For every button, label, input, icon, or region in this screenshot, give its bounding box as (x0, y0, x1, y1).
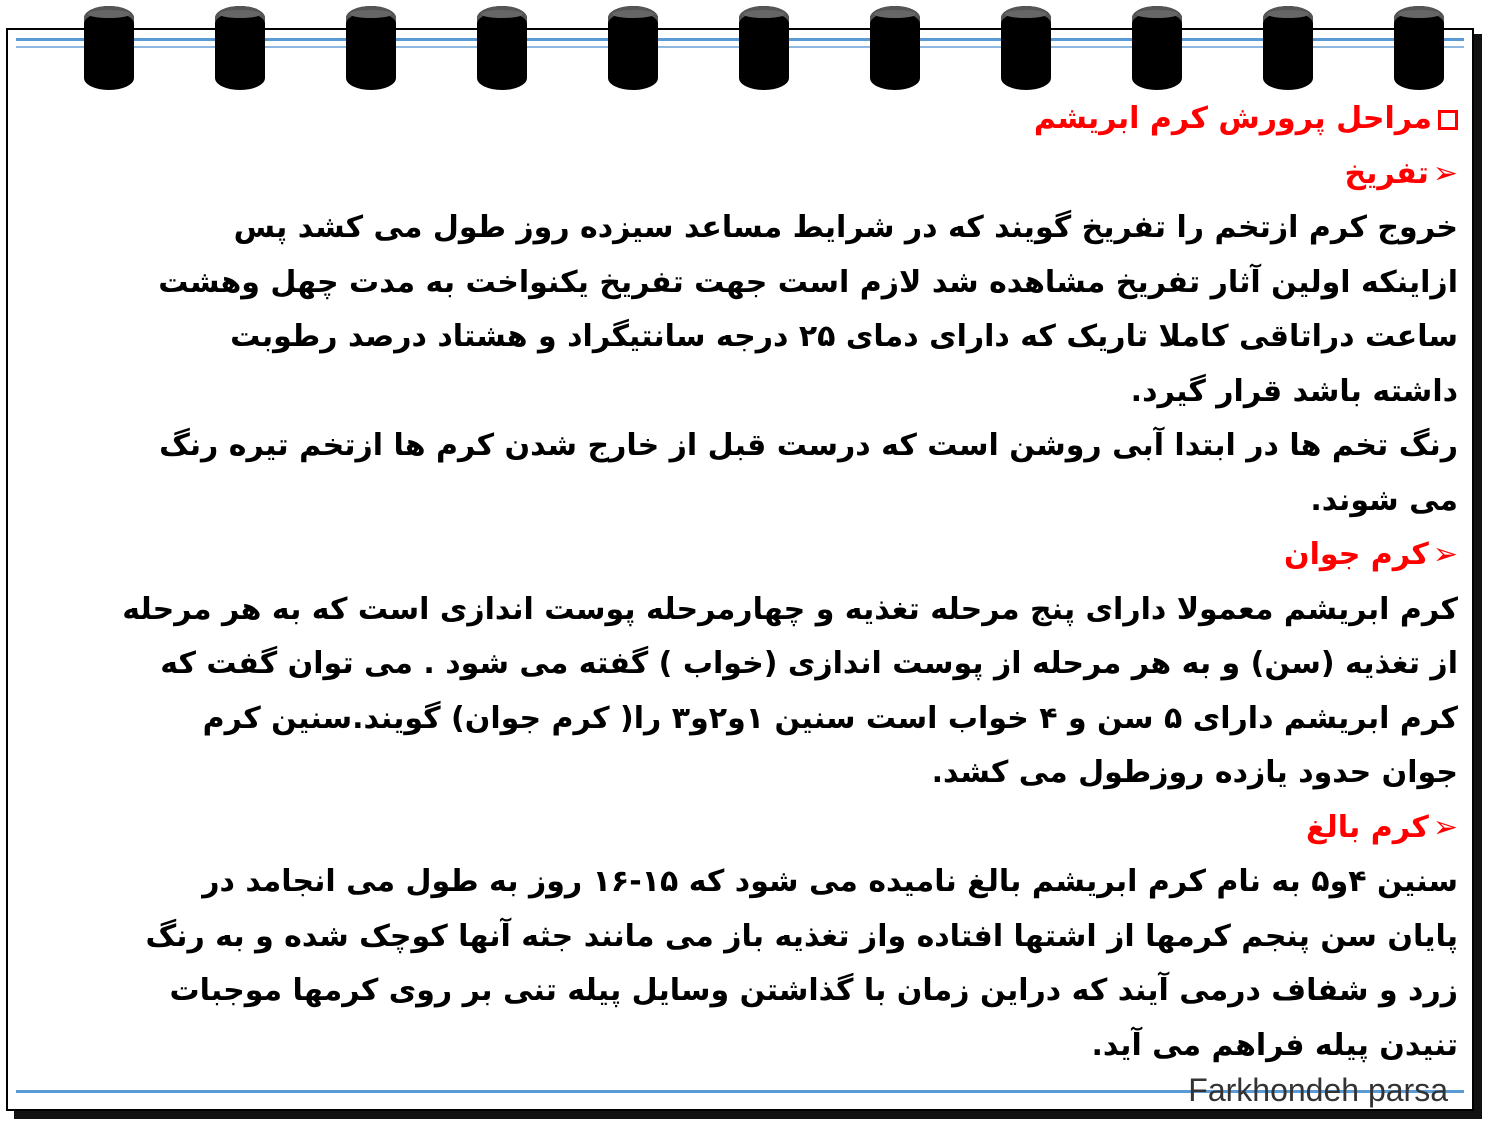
spiral-ring (477, 6, 527, 90)
paragraph-line: ازاینکه اولین آثار تفریخ مشاهده شد لازم است جهت تفریخ یکنواخت به مدت چهل وهشت (158, 264, 1458, 300)
spiral-ring (1263, 6, 1313, 90)
page-title (40, 92, 1458, 147)
spiral-ring (1001, 6, 1051, 90)
paragraph-line: می شوند. (1310, 482, 1458, 518)
paragraph-line: جوان حدود یازده روزطول می کشد. (931, 755, 1458, 790)
page-title-text: مراحل پرورش کرم ابریشم (1033, 101, 1432, 136)
spiral-ring (739, 6, 789, 90)
spiral-rings (0, 0, 1502, 100)
paragraph-line: از تغذیه (سن) و به هر مرحله از پوست اندازی (خواب ) گفته می شود . می توان گفت که (160, 646, 1458, 681)
section-heading-text: تفریخ (1344, 155, 1429, 191)
section-heading-text: کرم بالغ (1306, 809, 1429, 845)
spiral-ring (346, 6, 396, 90)
paragraph-line: تنیدن پیله فراهم می آید. (1091, 1027, 1458, 1063)
document-body (40, 92, 1458, 1073)
spiral-ring (215, 6, 265, 90)
paragraph-line: زرد و شفاف درمی آیند که دراین زمان با گذاشتن وسایل پیله تنی بر روی کرمها موجبات (169, 973, 1458, 1008)
section-heading-text: کرم جوان (1284, 537, 1429, 572)
paragraph-line: کرم ابریشم دارای ۵ سن و ۴ خواب است سنین ۱و۲و۳ را( کرم جوان) گویند.سنین کرم (202, 700, 1458, 736)
spiral-ring (1132, 6, 1182, 90)
paragraph-line: کرم ابریشم معمولا دارای پنج مرحله تغذیه و چهارمرحله پوست اندازی است که به هر مرحله (122, 591, 1458, 627)
spiral-ring (84, 6, 134, 90)
spiral-ring (870, 6, 920, 90)
paragraph-line: ساعت دراتاقی کاملا تاریک که دارای دمای ۲۵ درجه سانتیگراد و هشتاد درصد رطوبت (230, 319, 1458, 354)
section-heading (40, 801, 1458, 856)
author-credit: Farkhondeh parsa (1188, 1072, 1448, 1108)
section-heading (40, 528, 1458, 583)
paragraph-line: خروج کرم ازتخم را تفریخ گویند که در شرایط مساعد سیزده روز طول می کشد پس (233, 210, 1458, 245)
arrow-bullet-icon: ➢ (1432, 537, 1458, 572)
spiral-ring (608, 6, 658, 90)
spiral-ring (1394, 6, 1444, 90)
arrow-bullet-icon: ➢ (1432, 809, 1458, 845)
arrow-bullet-icon: ➢ (1432, 155, 1458, 191)
square-bullet-icon (1438, 110, 1458, 130)
paragraph-line: رنگ تخم ها در ابتدا آبی روشن است که درست قبل از خارج شدن کرم ها ازتخم تیره رنگ (159, 428, 1458, 463)
paragraph-line: پایان سن پنجم کرمها از اشتها افتاده واز تغذیه باز می مانند جثه آنها کوچک شده و به رنگ (145, 918, 1458, 954)
paragraph-line: داشته باشد قرار گیرد. (1130, 373, 1458, 409)
section-heading (40, 147, 1458, 202)
paragraph-line: سنین ۴و۵ به نام کرم ابریشم بالغ نامیده می شود که ۱۵-۱۶ روز به طول می انجامد در (202, 864, 1458, 899)
